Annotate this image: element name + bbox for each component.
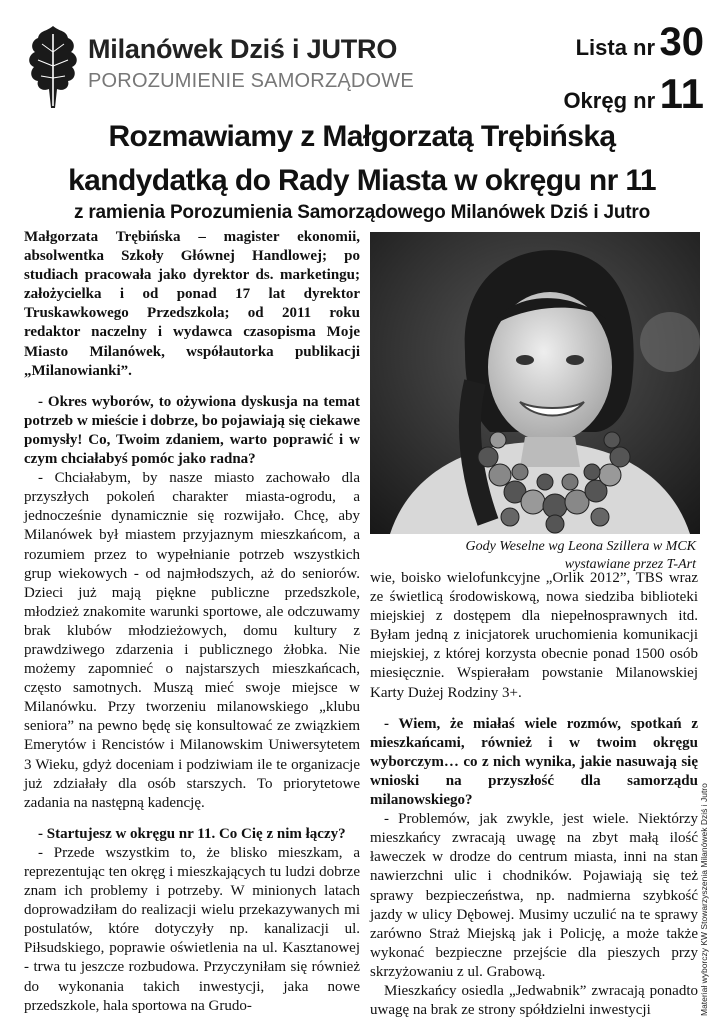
intro-paragraph: Małgorzata Trębińska – magister ekonomii, absolwentka Szkoły Głównej Handlowej; po studiach pracowała jako dyrektor ds. marketingu; założycielka i od ponad 17 lat dyrektor Truskawkowego Przedszkola; od 2011 roku redaktor naczelny i wydawca czasopisma Moje Miasto Milanówek, współautorka publikacji „Milanowianki”. xyxy=(24,229,360,379)
brand-name: Milanówek Dziś i JUTRO xyxy=(88,34,398,64)
lista-value: 30 xyxy=(659,20,704,64)
caption-line-1: Gody Weselne wg Leona Szillera w MCK xyxy=(465,539,696,554)
headline-line-2: kandydatką do Rady Miasta w okręgu nr 11 xyxy=(68,164,656,197)
answer-3: - Problemów, jak zwykle, jest wiele. Niektórzy mieszkańcy zwracają uwagę na zbyt małą ilość ławeczek w drodze do centrum miasta, inni na stan nawierzchni ulic i chodników. Pojawiają się też sprawy bezpieczeństwa, np. nadmierna szybkość jazdy w ulicy Dębowej. Musimy uczulić na te sprawy zarówno Straż Miejską jak i Policję, a może także wykonać bezpieczne przejście dla pieszych przy skrzyżowaniu z ul. Grabową. xyxy=(370,811,698,980)
okreg-label: Okręg nr xyxy=(563,88,656,113)
okreg-value: 11 xyxy=(659,70,704,117)
question-2: - Startujesz w okręgu nr 11. Co Cię z nim łączy? xyxy=(38,825,346,842)
answer-2: - Przede wszystkim to, że blisko mieszkam, a reprezentując ten okręg i mieszkających tu ludzi dobrze znam ich problemy i potrzeby. W minionych latach doprowadziłam do realizacji wielu przekazywanych mi postulatów, które dotyczyły np. kanalizacji ul. Piłsudskiego, poprawie oświetlenia na ul. Kasztanowej - trwa tu jeszcze rozbudowa. Przyczyniłam się również do wykonania takich inwestycji, jaka nowe przedszkole, hala sportowa na Grudo- xyxy=(24,844,360,1014)
okreg-number xyxy=(563,70,704,118)
question-1: - Okres wyborów, to ożywiona dyskusja na temat potrzeb w mieście i dobrze, bo pojawiają się ciekawe pomysły! Co, Twoim zdaniem, warto poprawić i w czym chciałabyś pomóc jako radna? xyxy=(24,393,360,468)
lista-label: Lista nr xyxy=(575,35,656,60)
headline-subtitle: z ramienia Porozumienia Samorządowego Milanówek Dziś i Jutro xyxy=(73,202,651,223)
answer-3-continued: Mieszkańcy osiedla „Jedwabnik” zwracają ponadto uwagę na brak ze strony spółdzielni inwestycji xyxy=(370,982,698,1019)
lista-number xyxy=(576,20,704,65)
article-right-column xyxy=(370,569,698,1020)
continued-paragraph: wie, boisko wielofunkcyjne „Orlik 2012”, TBS wraz ze świetlicą środowiskową, nowa siedziba biblioteki miejskiej z dostępem dla niepełnosprawnych itd. Byłam jedną z inicjatorek uruchomienia komunikacji miejskiej, z której korzysta obecnie ponad 1500 osób miesięcznie. Wspierałam powstanie Milanowskiej Karty Dużej Rodziny 3+. xyxy=(370,570,698,701)
candidate-photo xyxy=(370,232,700,534)
brand-subtitle: POROZUMIENIE SAMORZĄDOWE xyxy=(88,70,414,92)
answer-1: - Chciałabym, by nasze miasto zachowało dla przyszłych pokoleń charakter miasta-ogrodu, a jednocześnie dynamicznie się rozwijało. Chcę, aby Milanówek był miastem przyjaznym mieszkańcom, a rozumiem przez to wypełnianie potrzeb wszystkich grup wiekowych - od najmłodszych, aż do seniorów. Dzieci już mają piękne publiczne przedszkole, młodzież znakomite warunki sportowe, ale odczuwamy brak klubów młodzieżowych, domu kultury z prawdziwego zdarzenia i publicznego żłobka. Nie możemy zapomnieć o najstarszych mieszkańcach, często samotnych. Muszą mieć swoje miejsce w Milanówku. Przy tworzeniu milanowskiego „klubu seniora” na pewno będę się konsultować ze związkiem Emerytów i Rencistów i Milanowskim Uniwersytetem 3 Wieku, gdyż doceniam i podziwiam ile te organizacje już zdziałały dla osób starszych. To priorytetowe zadania na następną kadencję. xyxy=(24,470,360,811)
headline-line-1: Rozmawiamy z Małgorzatą Trębińską xyxy=(108,120,616,153)
oak-leaf-logo xyxy=(22,22,84,114)
article-left-column xyxy=(24,228,360,1016)
election-material-credit: Materiał wyborczy KW Stowarzyszenia Milanówek Dziś i Jutro xyxy=(699,783,709,1016)
caption-line-2: wystawiane przez T-Art xyxy=(564,557,696,572)
question-3: - Wiem, że miałaś wiele rozmów, spotkań z mieszkańcami, również i w twoim okręgu wyborczym… co z nich wynika, jakie nasuwają się wnioski na przyszłość dla samorządu milanowskiego? xyxy=(370,715,698,809)
